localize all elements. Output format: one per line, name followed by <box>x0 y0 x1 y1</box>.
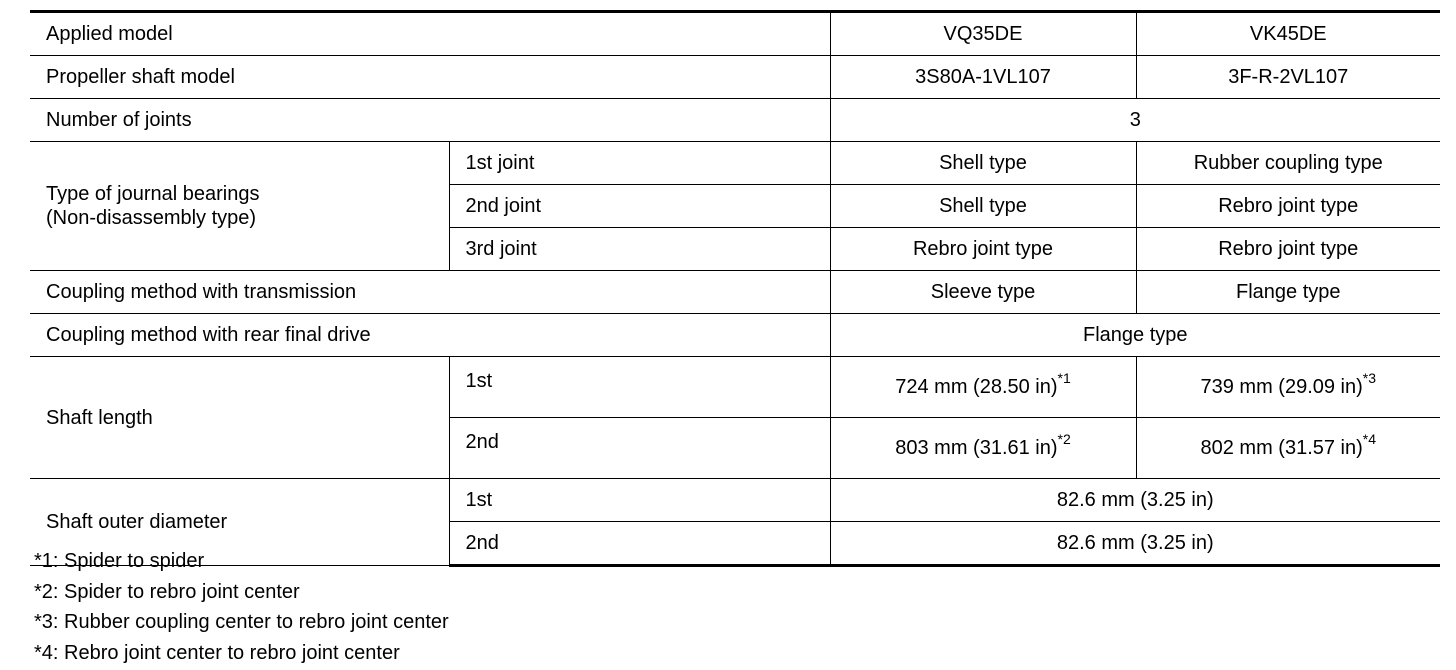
bearing-sub-label: 1st joint <box>449 142 830 185</box>
shaft-length-vq35de <box>830 357 1136 418</box>
shaft-length-value: 802 mm (31.57 in) <box>1200 437 1363 459</box>
shaft-length-value: 724 mm (28.50 in) <box>895 376 1058 398</box>
shaft-length-sub-label: 1st <box>449 357 830 418</box>
coupling-transmission-label: Coupling method with transmission <box>30 271 830 314</box>
bearing-vq35de: Rebro joint type <box>830 228 1136 271</box>
applied-model-label: Applied model <box>30 12 830 56</box>
shaft-length-label: Shaft length <box>30 357 449 479</box>
table-row-outer-diameter-1 <box>30 479 1440 522</box>
footnote-ref: *4 <box>1362 431 1377 448</box>
footnote: *3: Rubber coupling center to rebro joint center <box>34 611 449 633</box>
outer-diameter-sub-label: 1st <box>449 479 830 522</box>
table-row-propeller-model <box>30 56 1440 99</box>
propeller-model-vq35de: 3S80A-1VL107 <box>830 56 1136 99</box>
bearing-vk45de: Rebro joint type <box>1136 228 1440 271</box>
coupling-transmission-vk45de: Flange type <box>1136 271 1440 314</box>
table-row-coupling-rear <box>30 314 1440 357</box>
bearing-vk45de: Rebro joint type <box>1136 185 1440 228</box>
table-row-joints <box>30 99 1440 142</box>
coupling-transmission-vq35de: Sleeve type <box>830 271 1136 314</box>
table-row-applied-model <box>30 12 1440 56</box>
joints-label: Number of joints <box>30 99 830 142</box>
footnote-ref: *1 <box>1057 370 1071 387</box>
bearings-label-line2: (Non-disassembly type) <box>46 207 257 229</box>
coupling-rear-value: Flange type <box>830 314 1440 357</box>
footnote: *4: Rebro joint center to rebro joint center <box>34 641 400 664</box>
footnote-ref: *2 <box>1057 431 1071 448</box>
table-row-shaft-length-1 <box>30 357 1440 418</box>
table-row-bearing-1 <box>30 142 1440 185</box>
propeller-model-label: Propeller shaft model <box>30 56 830 99</box>
outer-diameter-label: Shaft outer diameter <box>30 479 449 566</box>
shaft-length-value: 739 mm (29.09 in) <box>1200 376 1363 398</box>
joints-value: 3 <box>830 99 1440 142</box>
table-row-coupling-transmission <box>30 271 1440 314</box>
bearing-vq35de: Shell type <box>830 185 1136 228</box>
header-vk45de: VK45DE <box>1136 12 1440 56</box>
footnote: *1: Spider to spider <box>34 550 205 572</box>
footnote-ref: *3 <box>1362 370 1377 387</box>
bearing-sub-label: 2nd joint <box>449 185 830 228</box>
bearing-sub-label: 3rd joint <box>449 228 830 271</box>
outer-diameter-value: 82.6 mm (3.25 in) <box>830 522 1440 566</box>
bearings-label <box>30 142 449 271</box>
footnotes <box>34 546 449 668</box>
outer-diameter-sub-label: 2nd <box>449 522 830 566</box>
shaft-length-value: 803 mm (31.61 in) <box>895 437 1058 459</box>
footnote: *2: Spider to rebro joint center <box>34 580 300 603</box>
bearings-label-line1: Type of journal bearings <box>46 183 260 205</box>
header-vq35de: VQ35DE <box>830 12 1136 56</box>
outer-diameter-value: 82.6 mm (3.25 in) <box>830 479 1440 522</box>
shaft-length-vk45de <box>1136 357 1440 418</box>
propeller-model-vk45de: 3F-R-2VL107 <box>1136 56 1440 99</box>
coupling-rear-label: Coupling method with rear final drive <box>30 314 830 357</box>
shaft-length-vk45de <box>1136 418 1440 479</box>
shaft-length-vq35de <box>830 418 1136 479</box>
bearing-vk45de: Rubber coupling type <box>1136 142 1440 185</box>
bearing-vq35de: Shell type <box>830 142 1136 185</box>
shaft-length-sub-label: 2nd <box>449 418 830 479</box>
propeller-shaft-spec-table <box>30 10 1440 567</box>
